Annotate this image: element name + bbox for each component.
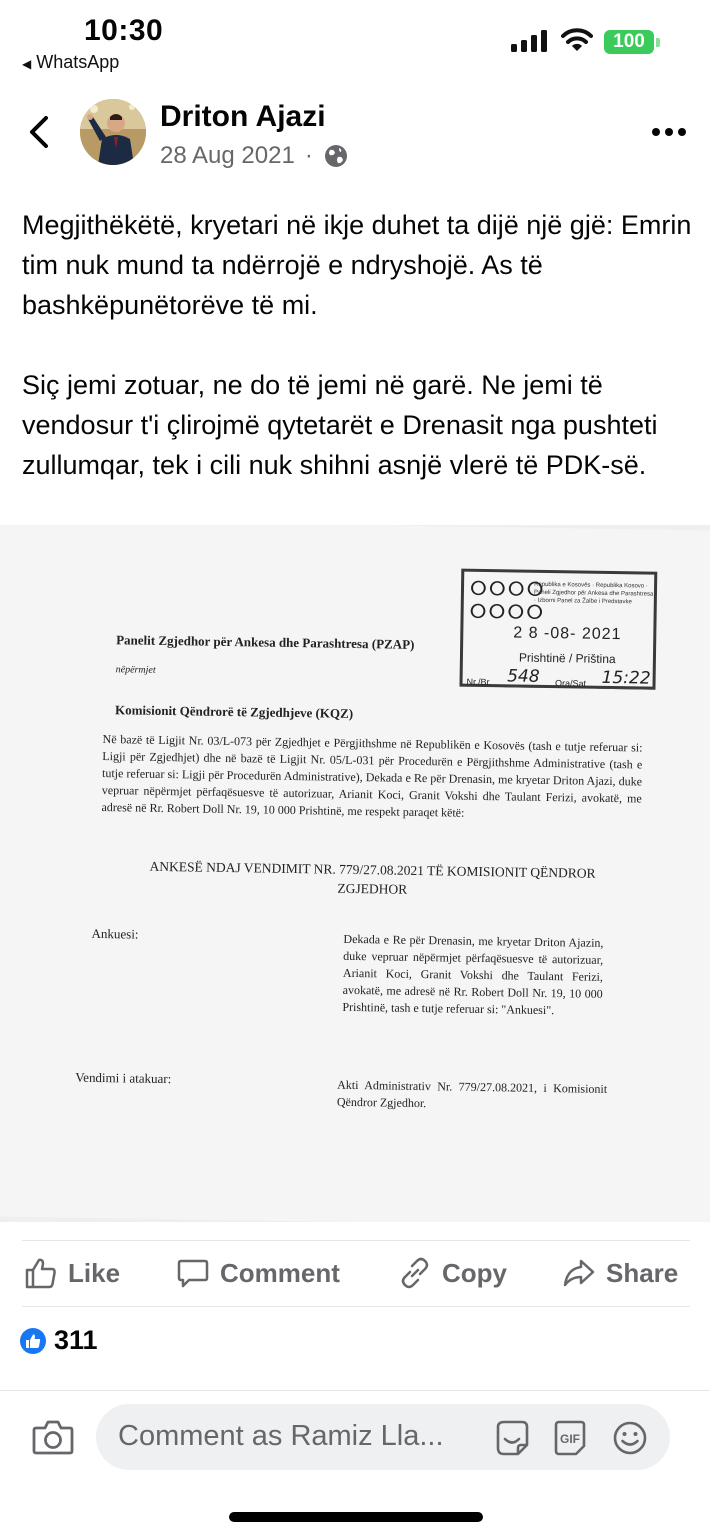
stamp-nr-label: Nr./Br. [466, 676, 492, 688]
meta-separator: · [304, 142, 313, 169]
divider [22, 1306, 690, 1307]
status-bar [0, 0, 710, 80]
link-icon [398, 1256, 432, 1290]
stamp-time-value: 15:22 [597, 668, 654, 690]
doc-appellant-text: Dekada e Re për Drenasin, me kryetar Driton Ajazin, duke vepruar nëpërmjet përfaqësuesve të autorizuar, Arianit Koci, Granit Vokshi dhe Taulant Ferizi, avokatë, me adresë në Rr. Robert Doll Nr. 19, 10 000 Prishtinë, tash e tutje referuar si: "Ankuesi". [342, 931, 604, 1018]
document-paper [0, 525, 710, 1222]
comment-button[interactable] [176, 1250, 340, 1296]
doc-commission: Komisionit Qëndrorë të Zgjedhjeve (KQZ) [114, 702, 354, 721]
reaction-count: 311 [54, 1325, 98, 1355]
avatar[interactable] [80, 99, 146, 165]
comment-label: Comment [220, 1257, 340, 1288]
reactions-summary[interactable] [20, 1325, 98, 1356]
post-meta [160, 142, 349, 170]
doc-intro: Në bazë të Ligjit Nr. 03/L-073 për Zgjedhjet e Përgjithshme në Republikën e Kosovës (tash e tutje referuar si: Ligji për Zgjedhjet) dhe në bazë të Ligjit Nr. 05/L-031 për Procedurën e Përgjithshme Administrative (tash e tutje referuar si: Ligji për Procedurën Administrative), Dekada e Re për Drenasin, me kryetar Driton Ajazi, duke vepruar nëpërmjet përfaqësuesve të autorizuar, Arianit Koci, Granit Vokshi dhe Taulant Ferizi, avokatë, me adresë në Rr. Robert Doll Nr. 19, 10 000 Prishtinë, me respekt paraqet këtë: [101, 732, 643, 820]
avatar-sticker-icon[interactable] [492, 1419, 532, 1457]
doc-title [92, 856, 653, 903]
post-paragraph: Siç jemi zotuar, ne do të jemi në garë. Ne jemi të vendosur t'i çlirojmë qytetarët e Drenasit nga pushteti zullumqar, tek i cili nuk shihni asnjë vlerë të PDK-së. [22, 370, 658, 480]
post-actions-bar [0, 1250, 710, 1296]
comment-bubble-icon [176, 1256, 210, 1290]
like-label: Like [68, 1257, 121, 1288]
stamp-time-label: Ora/Sat [554, 678, 587, 689]
svg-text:GIF: GIF [560, 1432, 580, 1446]
back-app-label: WhatsApp [36, 52, 120, 72]
comment-placeholder: Comment as Ramiz Lla... [118, 1420, 444, 1452]
comment-input[interactable] [96, 1404, 670, 1470]
battery-icon: 100 [604, 30, 654, 54]
stamp-city: Prishtinë / Priština [518, 650, 616, 667]
camera-icon[interactable] [32, 1418, 74, 1456]
post-photo-document[interactable] [0, 525, 710, 1222]
share-label: Share [606, 1257, 679, 1288]
doc-decision-label: Vendimi i atakuar: [75, 1069, 172, 1087]
doc-title-line: ANKESË NDAJ VENDIMIT NR. 779/27.08.2021 TË KOMISIONIT QËNDROR [149, 858, 596, 881]
stamp-date: 2 8 -08- 2021 [513, 624, 622, 644]
share-arrow-icon [562, 1256, 596, 1290]
like-reaction-icon [20, 1328, 46, 1354]
post-paragraph: Megjithëkëtë, kryetari në ikje duhet ta dijë një gjë: Emrin tim nuk mund ta ndërrojë e ndryshojë. As të bashkëpunëtorëve të mi. [22, 210, 692, 320]
battery-nub [656, 38, 660, 47]
back-to-app-link[interactable] [22, 52, 119, 73]
doc-recipient: Panelit Zgjedhor për Ankesa dhe Parashtresa (PZAP) [116, 632, 415, 652]
stamp-register-row [466, 666, 654, 690]
doc-via: nëpërmjet [115, 664, 156, 676]
stamp-header: Republika e Kosovës · Republika Kosovo · Paneli Zgjedhor për Ankesa dhe Parashtresa · Izborni Panel za Žalbe i Predstavke [533, 581, 654, 606]
share-button[interactable] [562, 1250, 678, 1296]
divider [22, 1240, 690, 1241]
registration-stamp [459, 569, 657, 690]
thumbs-up-icon [24, 1256, 58, 1290]
copy-label: Copy [442, 1257, 507, 1288]
avatar-photo [80, 99, 146, 165]
emoji-icon[interactable] [610, 1419, 650, 1457]
stamp-nr-value: 548 [503, 666, 544, 688]
more-options-icon[interactable] [651, 127, 687, 137]
back-chevron-icon[interactable] [24, 114, 54, 150]
post-body [22, 205, 692, 525]
author-name[interactable]: Driton Ajazi [160, 100, 326, 133]
signal-icon [511, 30, 549, 52]
doc-appellant-label: Ankuesi: [91, 925, 139, 942]
status-time: 10:30 [84, 14, 164, 47]
copy-button[interactable] [398, 1250, 507, 1296]
divider [0, 1390, 710, 1391]
post-date[interactable]: 28 Aug 2021 [160, 142, 295, 169]
stamp-emblems: ⵔⵔⵔⵔ ⵔⵔⵔⵔ [469, 578, 546, 624]
globe-icon [323, 143, 349, 169]
like-button[interactable] [24, 1250, 120, 1296]
home-indicator[interactable] [229, 1512, 483, 1522]
doc-title-line: ZGJEDHOR [337, 880, 408, 897]
wifi-icon [561, 27, 593, 53]
back-triangle-icon: ◀ [22, 57, 32, 71]
doc-decision-text: Akti Administrativ Nr. 779/27.08.2021, i Komisionit Qëndror Zgjedhor. [336, 1077, 608, 1111]
gif-icon[interactable] [550, 1419, 590, 1457]
